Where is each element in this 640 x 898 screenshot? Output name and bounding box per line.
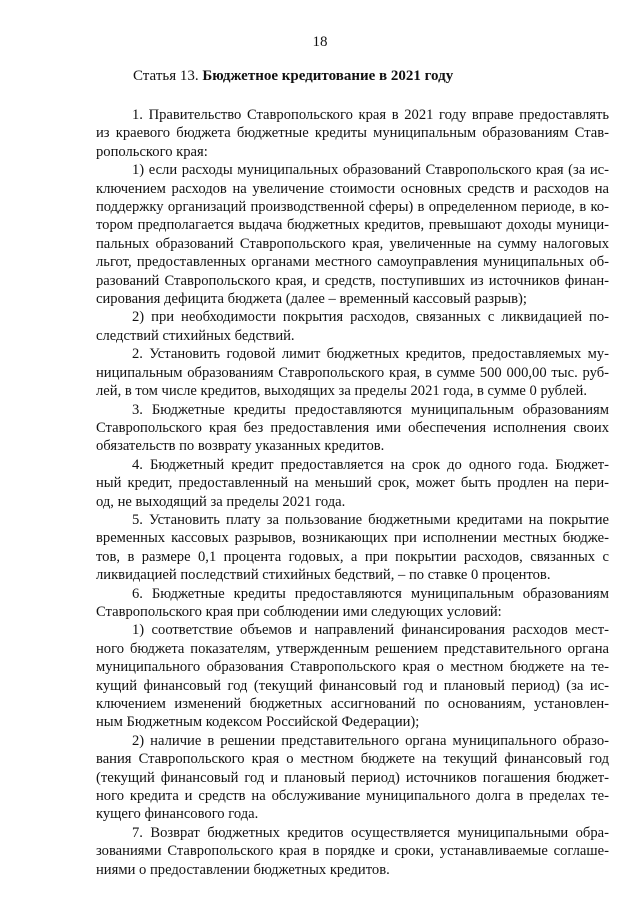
- paragraph: [96, 308, 609, 345]
- page-number: 18: [312, 34, 328, 50]
- paragraph-line: кущего финансового года.: [96, 806, 259, 823]
- paragraph-line: ропольского края:: [96, 143, 208, 160]
- paragraph-line: ниями о предоставлении бюджетных кредитов.: [96, 861, 390, 878]
- paragraph-line: ниципальным образованиям Ставропольского края, в сумме 500 000,00 тыс. руб-: [96, 364, 609, 381]
- paragraph-line: ликвидацией последствий стихийных бедствий, – по ставке 0 процентов.: [96, 567, 551, 584]
- paragraph: [96, 511, 609, 585]
- paragraph-line: зованиями Ставропольского края в порядке и сроки, устанавливаемые соглаше-: [96, 843, 609, 860]
- paragraph-line: лей, в том числе кредитов, выходящих за пределы 2021 года, в сумме 0 рублей.: [96, 383, 587, 400]
- paragraph: [96, 732, 609, 824]
- paragraph-line: 7. Возврат бюджетных кредитов осуществляется муниципальными обра-: [132, 824, 609, 841]
- paragraph-line: Ставропольского края без предоставления ими обеспечения исполнения своих: [96, 419, 609, 436]
- paragraph-line: ный кредит, предоставленный на меньший срок, может быть продлен на пери-: [96, 475, 609, 492]
- paragraph-line: 5. Установить плату за пользование бюджетными кредитами на покрытие: [132, 511, 609, 528]
- paragraph-line: тором предполагается выдача бюджетных кредитов, превышают доходы муници-: [96, 217, 609, 234]
- paragraph-line: сирования дефицита бюджета (далее – временный кассовый разрыв);: [96, 291, 527, 308]
- paragraph-line: тов, в размере 0,1 процента годовых, а при покрытии расходов, связанных с: [96, 548, 609, 565]
- paragraph-line: 2) наличие в решении представительного органа муниципального образо-: [132, 732, 609, 749]
- paragraph-line: 6. Бюджетные кредиты предоставляются муниципальным образованиям: [132, 585, 609, 602]
- paragraph-line: кущий финансовый год (текущий финансовый год и плановый период) (за ис-: [96, 677, 609, 694]
- paragraph-line: обязательств по возврату указанных кредитов.: [96, 438, 385, 455]
- paragraph-line: льгот, предоставленных органами местного самоуправления муниципальных об-: [96, 254, 609, 271]
- paragraph-line: 1) соответствие объемов и направлений финансирования расходов мест-: [132, 622, 609, 639]
- article-prefix: Статья 13.: [133, 68, 199, 84]
- paragraph: [96, 345, 609, 400]
- paragraph-line: ного бюджета показателям, утвержденным решением представительного органа: [96, 640, 609, 657]
- paragraph-line: вания Ставропольского края о местном бюджете на текущий финансовый год: [96, 751, 609, 768]
- paragraph-line: ключением изменений бюджетных ассигнований по основаниям, установлен-: [96, 696, 609, 712]
- paragraph-line: 1. Правительство Ставропольского края в 2021 году вправе предоставлять: [132, 107, 609, 123]
- paragraph-line: 1) если расходы муниципальных образований Ставропольского края (за ис-: [132, 162, 609, 179]
- paragraph: [96, 621, 609, 731]
- paragraph-line: Ставропольского края при соблюдении ими следующих условий:: [96, 603, 502, 620]
- paragraph: [96, 585, 609, 622]
- paragraph-line: (текущий финансовый год и плановый период) источников погашения бюджет-: [96, 769, 609, 786]
- paragraph: [96, 161, 609, 308]
- paragraph-line: разований Ставропольского края, и средств, поступивших из источников финан-: [96, 272, 609, 289]
- paragraph-line: из краевого бюджета бюджетные кредиты муниципальным образованиям Став-: [96, 125, 609, 142]
- paragraph-line: муниципального образования Ставропольского края о местном бюджете на те-: [96, 659, 609, 676]
- paragraph-line: пальных образований Ставропольского края, увеличенные на сумму налоговых: [96, 235, 609, 252]
- paragraph-line: 2) при необходимости покрытия расходов, связанных с ликвидацией по-: [132, 309, 609, 326]
- article-title: Бюджетное кредитование в 2021 году: [202, 68, 454, 84]
- paragraph: [96, 456, 609, 511]
- paragraph-line: од, не выходящий за пределы 2021 года.: [96, 493, 346, 510]
- paragraph-line: поддержку организаций производственной сферы) в определенном периоде, в ко-: [96, 199, 609, 216]
- paragraph: [96, 401, 609, 456]
- paragraph-line: 2. Установить годовой лимит бюджетных кредитов, предоставляемых му-: [132, 346, 609, 363]
- paragraph-line: ключением расходов на увеличение стоимости основных средств и расходов на: [96, 180, 609, 197]
- paragraph: [96, 106, 609, 161]
- paragraph-line: 4. Бюджетный кредит предоставляется на срок до одного года. Бюджет-: [132, 456, 609, 473]
- paragraph-line: 3. Бюджетные кредиты предоставляются муниципальным образованиям: [132, 401, 609, 418]
- article-heading: [133, 67, 453, 85]
- paragraph-line: временных кассовых разрывов, возникающих при исполнении местных бюдже-: [96, 530, 609, 547]
- paragraph-line: ного кредита и средств на обслуживание муниципального долга в пределах те-: [96, 788, 609, 805]
- paragraph: [96, 824, 609, 879]
- paragraph-line: ным Бюджетным кодексом Российской Федерации);: [96, 714, 420, 731]
- article-body: [96, 106, 609, 879]
- paragraph-line: следствий стихийных бедствий.: [96, 327, 295, 344]
